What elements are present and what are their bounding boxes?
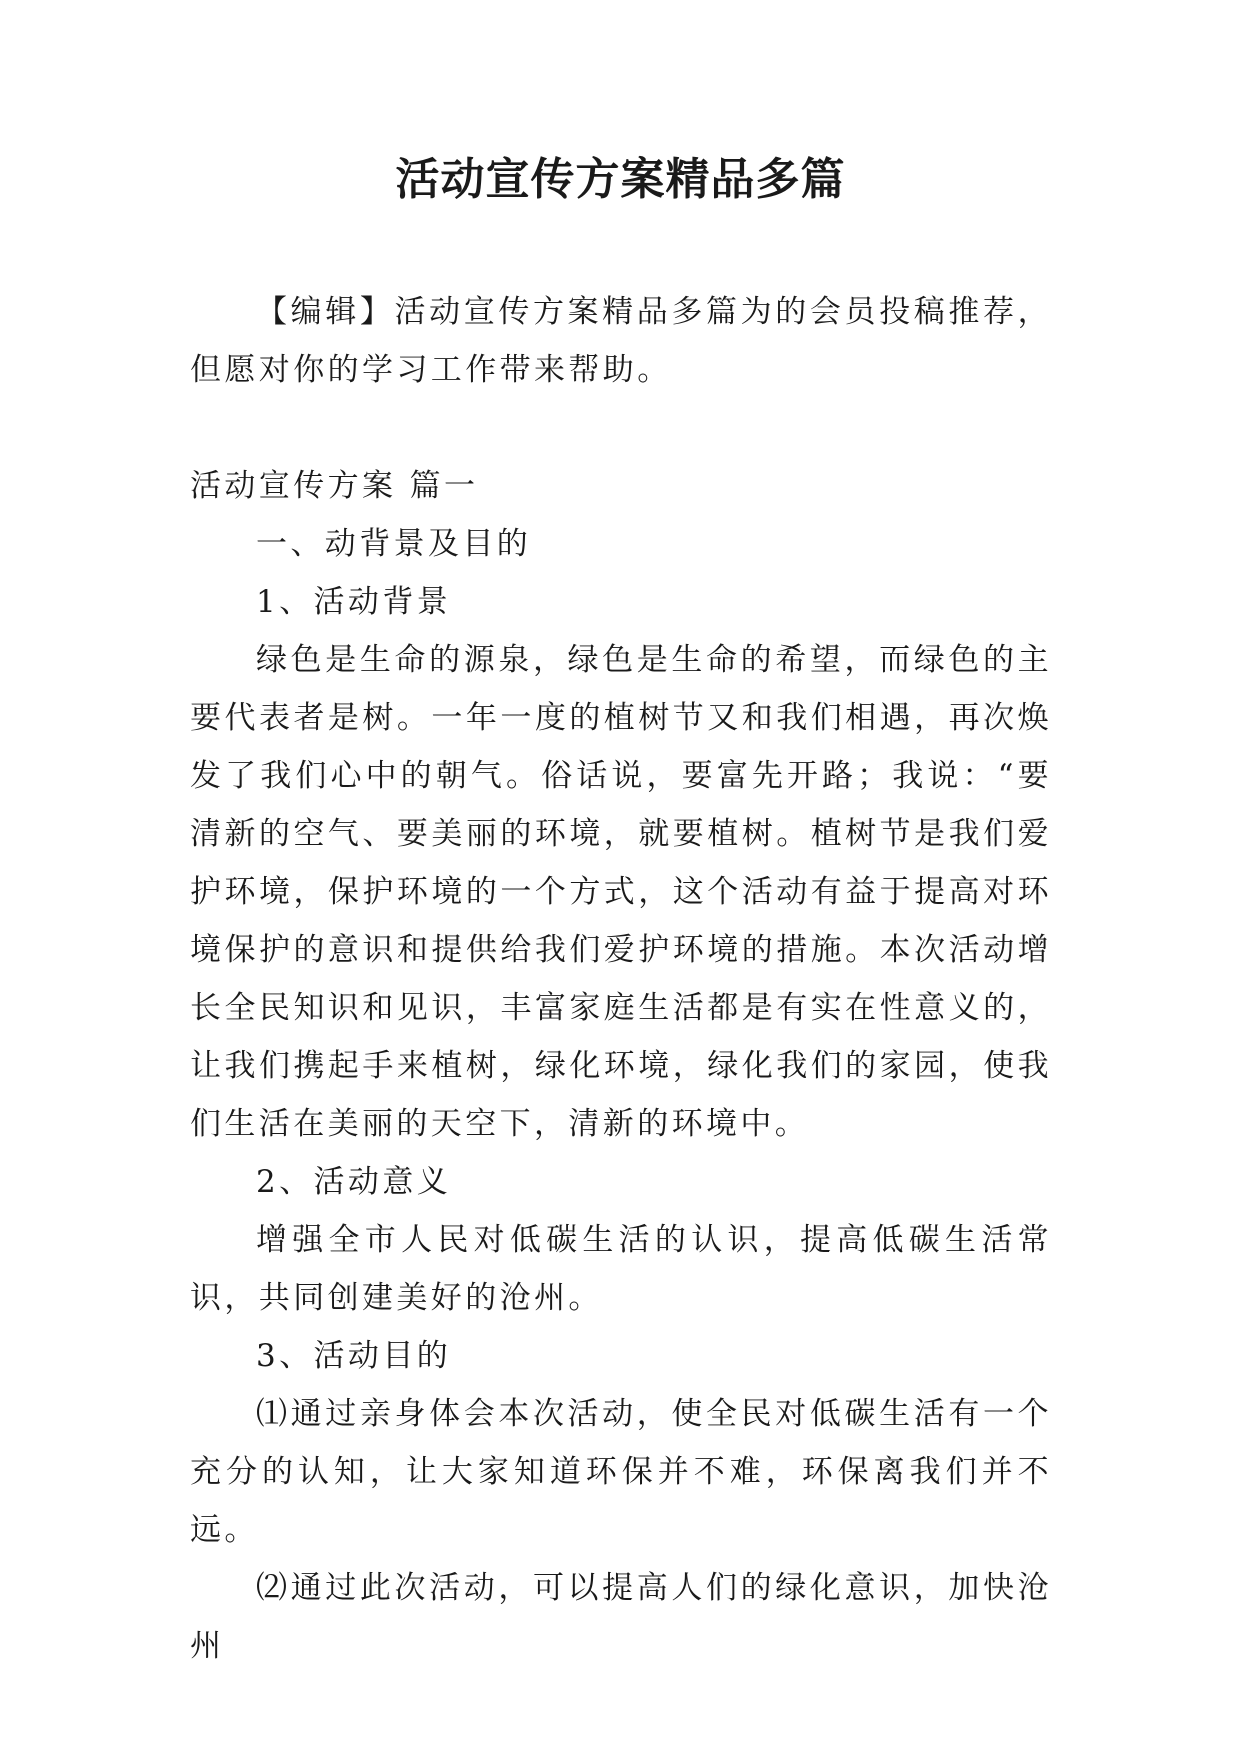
paragraph-goal-1: ⑴通过亲身体会本次活动，使全民对低碳生活有一个充分的认知，让大家知道环保并不难，环保离我们并不远。: [190, 1396, 1052, 1548]
subheading-activity-goals: 3、活动目的: [256, 1338, 452, 1374]
section-heading: 活动宣传方案 篇一: [190, 468, 479, 504]
document-title: 活动宣传方案精品多篇: [395, 154, 846, 205]
document-body: [190, 283, 1052, 1675]
subheading-activity-significance: 2、活动意义: [256, 1164, 452, 1200]
paragraph-significance: 增强全市人民对低碳生活的认识，提高低碳生活常识，共同创建美好的沧州。: [190, 1222, 1052, 1316]
subheading-activity-background: 1、活动背景: [256, 584, 452, 620]
paragraph-background: 绿色是生命的源泉，绿色是生命的希望，而绿色的主要代表者是树。一年一度的植树节又和我们相遇，再次焕发了我们心中的朝气。俗话说，要富先开路；我说：“要清新的空气、要美丽的环境，就要植树。植树节是我们爱护环境，保护环境的一个方式，这个活动有益于提高对环境保护的意识和提供给我们爱护环境的措施。本次活动增长全民知识和见识，丰富家庭生活都是有实在性意义的，让我们携起手来植树，绿化环境，绿化我们的家园，使我们生活在美丽的天空下，清新的环境中。: [190, 642, 1052, 1142]
subheading-background-purpose: 一、动背景及目的: [256, 526, 532, 562]
intro-paragraph: 【编辑】活动宣传方案精品多篇为的会员投稿推荐，但愿对你的学习工作带来帮助。: [190, 294, 1052, 388]
paragraph-goal-2: ⑵通过此次活动，可以提高人们的绿化意识，加快沧州: [190, 1570, 1052, 1664]
